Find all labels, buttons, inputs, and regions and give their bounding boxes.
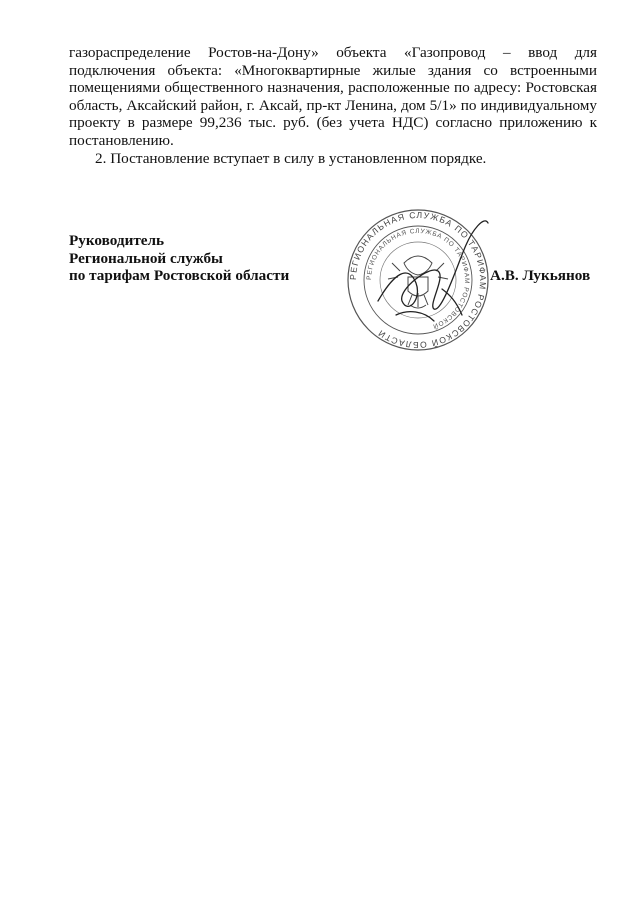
signature-title-line-3: по тарифам Ростовской области: [69, 267, 290, 284]
paragraph-item-2: 2. Постановление вступает в силу в установленном порядке.: [95, 149, 487, 167]
official-seal-stamp: [338, 205, 498, 355]
signer-name: А.В. Лукьянов: [490, 267, 591, 284]
paragraph-continuation: газораспределение Ростов-на-Дону» объекта «Газопровод – ввод для подключения объекта: «Многоквартирные жилые здания со встроенными помещениями общественного назначения, расположенные по адресу: Ростовская область, Аксайский район, г. Аксай, пр-кт Ленина, дом 5/1» по индивидуальному проекту в размере 99,236 тыс. руб. (без учета НДС) согласно приложению к постановлению.: [69, 44, 597, 149]
seal-outer-text: РЕГИОНАЛЬНАЯ СЛУЖБА ПО ТАРИФАМ РОСТОВСКОЙ ОБЛАСТИ: [347, 209, 489, 351]
signature-title-line-2: Региональной службы: [69, 249, 223, 267]
seal-inner-text: РЕГИОНАЛЬНАЯ СЛУЖБА ПО ТАРИФАМ РОСТОВСКОЙ: [365, 227, 471, 330]
signature-title-line-1: Руководитель: [69, 232, 165, 249]
document-body: [69, 44, 597, 167]
signature-block: [69, 232, 289, 285]
